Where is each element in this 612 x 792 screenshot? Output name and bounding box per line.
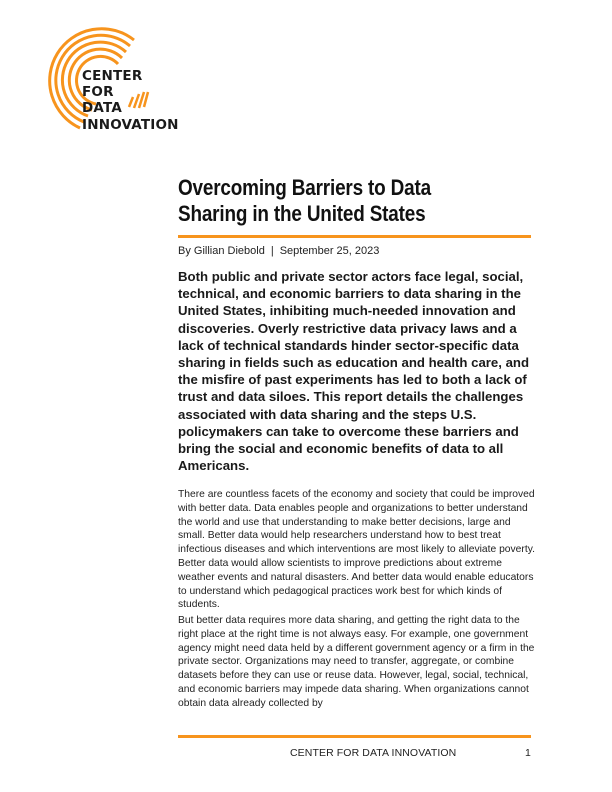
footer-divider — [178, 735, 531, 738]
byline-separator: | — [270, 245, 274, 257]
page-number: 1 — [525, 747, 531, 759]
logo-line-innovation: INNOVATION — [82, 116, 179, 133]
title-divider — [178, 235, 531, 238]
center-for-data-innovation-logo — [42, 18, 192, 143]
logo-line-center: CENTER — [82, 68, 143, 84]
document-title: Overcoming Barriers to Data Sharing in the United States — [178, 175, 431, 226]
byline — [178, 245, 379, 257]
author: By Gillian Diebold — [178, 245, 265, 257]
logo-line-for: FOR — [82, 84, 114, 101]
publication-date: September 25, 2023 — [279, 245, 380, 257]
abstract: Both public and private sector actors face legal, social, technical, and economic barriers to data sharing in the United States, inhibiting much-needed innovation and discoveries. Overly restrictive data privacy laws and a lack of technical standards hinder sector-specific data sharing in fields such as education and health care, and the misfire of past experiments has led to both a lack of trust and data siloes. This report details the challenges associated with data sharing and the steps U.S. policymakers can take to overcome these barriers and bring the social and economic benefits of data to all Americans. — [178, 269, 530, 474]
body-paragraph-1: There are countless facets of the economy and society that could be improved with better data. Data enables people and organizations to better understand the world and use that understanding to make better decisions, large and small. Better data would help researchers understand how to best treat infectious diseases and which interventions are most likely to alleviate poverty. Better data would allow scientists to improve predictions about extreme weather events and natural disasters. And better data would enable educators to understand which pedagogical practices work best for which kinds of students. — [178, 489, 535, 611]
footer-organization: CENTER FOR DATA INNOVATION — [290, 747, 457, 759]
logo-line-data: DATA — [82, 100, 123, 117]
logo-wordmark — [82, 68, 179, 133]
body-paragraph-2: But better data requires more data sharing, and getting the right data to the right place at the right time is not always easy. For example, one government agency might need data held by a different government agency or a firm in the private sector. Organizations may need to transfer, aggregate, or combine datasets before they can use or reuse data. However, legal, social, technical, and economic barriers may impede data sharing. When organizations cannot obtain data already collected by — [178, 615, 535, 709]
